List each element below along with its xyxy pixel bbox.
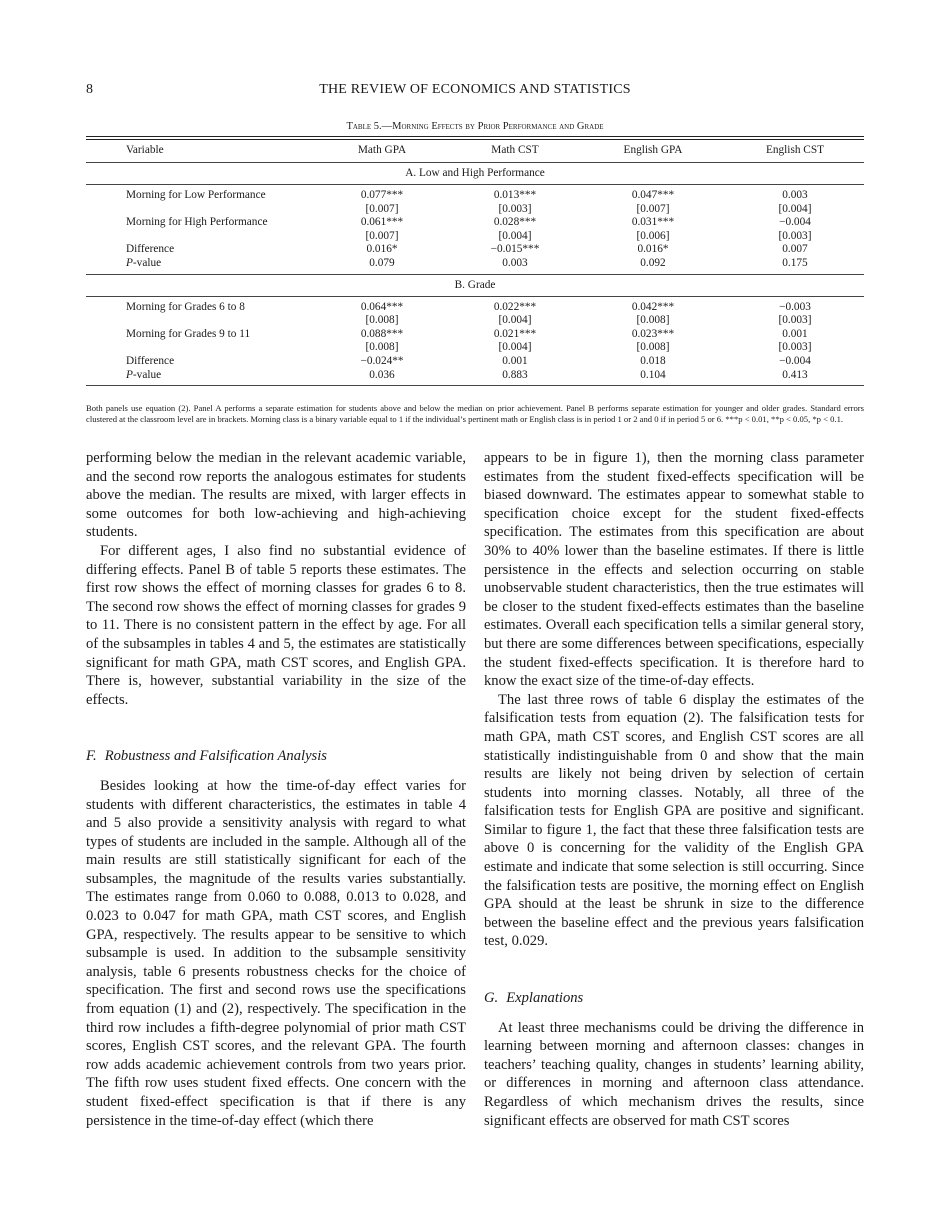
cell-estimate: 0.023***: [631, 327, 675, 340]
cell-estimate: 0.061***: [360, 216, 404, 229]
paragraph: appears to be in figure 1), then the morning class parameter estimates from the student fixed-effects specification will be biased downward. The estimates appear to somewhat stable to specification choice except for the student fixed-effects specification. The estimates from this specification are about 30% to 40% lower than the baseline estimates. If there is little persistence in the effects and selection occurring on stable unobservable student characteristics, then the true estimates will be closer to the student fixed-effects estimates than the baseline estimates. Overall each specification tells a similar general story, but there are some differences between specifications, especially the student fixed-effects specification. It is therefore hard to know the exact size of the time-of-day effects.: [484, 450, 864, 690]
cell-estimate: 0.047***: [631, 189, 675, 201]
cell-standard-error: [0.007]: [365, 202, 399, 215]
table-caption-label: Table 5.: [346, 121, 382, 132]
cell-standard-error: [0.007]: [365, 229, 399, 242]
cell-estimate: 0.088***: [360, 327, 404, 340]
table-row: [86, 189, 864, 203]
cell-estimate: 0.018: [640, 354, 666, 367]
cell-standard-error: [0.008]: [365, 314, 399, 327]
panel-table: [86, 189, 864, 271]
row-label-text: -value: [132, 256, 162, 269]
cell-estimate: −0.004: [779, 216, 811, 229]
row-label-text: Morning for High Performance: [126, 216, 268, 229]
row-label-text: Morning for Grades 6 to 8: [126, 300, 245, 313]
row-label-empty: [86, 230, 314, 244]
table-row: [86, 355, 864, 369]
cell-estimate: 0.064***: [360, 300, 404, 313]
cell-estimate: 0.042***: [631, 300, 675, 313]
cell-estimate: 0.077***: [360, 189, 404, 201]
right-column: [484, 449, 864, 1130]
cell-estimate: 0.016*: [637, 243, 669, 256]
row-label-text: -value: [132, 368, 162, 381]
cell-standard-error: [0.006]: [636, 229, 670, 242]
cell-standard-error: [0.008]: [636, 314, 670, 327]
row-label-text: Morning for Low Performance: [126, 189, 266, 201]
section-heading-g: [484, 989, 864, 1008]
panel-body: [86, 185, 864, 274]
table-bottom-rule: [86, 385, 864, 386]
table-row-se: [86, 203, 864, 217]
row-label: [86, 355, 314, 369]
cell-standard-error: [0.003]: [778, 229, 812, 242]
panel-title: B. Grade: [454, 278, 496, 291]
column-header-math-cst: Math CST: [491, 144, 539, 156]
cell-standard-error: [0.003]: [778, 314, 812, 327]
table-panels: [86, 163, 864, 385]
cell-standard-error: [0.003]: [778, 341, 812, 354]
paragraph: The last three rows of table 6 display the estimates of the falsification tests from equation (2). The falsification tests for math GPA, math CST scores, and English CST scores are all statistically indistinguishable from 0 and show that the main results are likely not being driven by selection of certain students into morning classes. Notably, all three of the falsification tests for English GPA are positive and significant. Similar to figure 1, the fact that these three falsification tests are above 0 is concerning for the validity of the English GPA estimate and indicate that some selection is still occurring. Since the falsification tests are positive, the morning effect on English GPA should at the least be shrunk in size to the difference between the baseline effect and the previous years falsification test, 0.029.: [484, 691, 864, 950]
table-row-se: [86, 230, 864, 244]
cell-estimate: 0.013***: [493, 189, 537, 201]
cell-estimate: 0.021***: [493, 327, 537, 340]
cell-estimate: 0.092: [640, 256, 666, 269]
paragraph: For different ages, I also find no substantial evidence of differing effects. Panel B of table 5 reports these estimates. The first row shows the effect of morning classes for grades 6 to 8. The second row shows the effect of morning classes for grades 9 to 11. There is no consistent pattern in the effect by age. For all of the subsamples in tables 4 and 5, the estimates are statistically significant for math GPA, math CST scores, and English GPA. There is, however, substantial variability in the size of the effects.: [86, 542, 466, 708]
section-number: F.: [86, 748, 97, 765]
cell-estimate: 0.001: [502, 354, 528, 367]
cell-estimate: −0.003: [779, 300, 811, 313]
table-row-se: [86, 314, 864, 328]
cell-estimate: 0.413: [782, 368, 808, 381]
cell-estimate: 0.022***: [493, 300, 537, 313]
row-label-empty: [86, 314, 314, 328]
cell-estimate: 0.883: [502, 368, 528, 381]
column-header-english-gpa: English GPA: [623, 144, 683, 156]
cell-estimate: 0.104: [640, 368, 666, 381]
paragraph: Besides looking at how the time-of-day effect varies for students with different characteristics, the estimates in table 4 and 5 also provide a sensitivity analysis with regard to what types of students are included in the sample. Although all of the main results are still statistically significant for each of the subsamples, the magnitude of the results varies substantially. The estimates range from 0.060 to 0.088, 0.013 to 0.028, and 0.023 to 0.047 for math GPA, math CST scores, and English GPA, respectively. The results appear to be sensitive to which subsample is used. In addition to the subsample sensitivity analysis, table 6 presents robustness checks for the choice of specification. The first and second rows use the specifications from equation (1) and (2), respectively. The specification in the third row includes a fifth-degree polynomial of prior math CST scores, English CST scores, and the relevant GPA. The fourth row adds academic achievement controls from two years prior. The fifth row uses student fixed effects. One concern with the student fixed-effect specification is that if there is any persistence in the time-of-day effect (which there: [86, 777, 466, 1129]
cell-estimate: 0.031***: [631, 216, 675, 229]
cell-estimate: 0.175: [782, 256, 808, 269]
table-row: [86, 369, 864, 383]
cell-estimate: −0.015***: [490, 243, 540, 256]
cell-estimate: 0.016*: [366, 243, 398, 256]
row-label: [86, 257, 314, 271]
table-row: [86, 243, 864, 257]
cell-estimate: 0.028***: [493, 216, 537, 229]
cell-estimate: −0.004: [779, 354, 811, 367]
panel-title: A. Low and High Performance: [405, 167, 545, 179]
section-heading-f: [86, 747, 466, 766]
row-label-text: Difference: [126, 354, 175, 367]
cell-standard-error: [0.004]: [778, 202, 812, 215]
row-label: [86, 216, 314, 230]
column-header-variable: Variable: [126, 144, 164, 156]
table-notes: Both panels use equation (2). Panel A performs a separate estimation for students above and below the median on prior achievement. Panel B performs separate estimation for younger and older grades. Standard errors clustered at the classroom level are in brackets. Morning class is a binary variable equal to 1 if the individual’s pertinent math or English class is in period 1 or 2 and 0 if in period 5 or 6. ***p < 0.01, **p < 0.05, *p < 0.1.: [86, 403, 864, 424]
cell-standard-error: [0.004]: [498, 229, 532, 242]
cell-standard-error: [0.003]: [498, 202, 532, 215]
paragraph: performing below the median in the relevant academic variable, and the second row reports the analogous estimates for students above the median. The results are mixed, with larger effects in some outcomes for both low-achieving and high-achieving students.: [86, 450, 466, 541]
section-title: Explanations: [506, 990, 584, 1007]
cell-standard-error: [0.004]: [498, 341, 532, 354]
page-header: [86, 82, 864, 102]
section-title: Robustness and Falsification Analysis: [104, 748, 327, 765]
row-label: [86, 243, 314, 257]
cell-standard-error: [0.008]: [636, 341, 670, 354]
table-caption: [86, 121, 864, 132]
row-label: [86, 189, 314, 203]
panel-body: [86, 297, 864, 386]
row-label-text: Morning for Grades 9 to 11: [126, 327, 251, 340]
row-label-empty: [86, 341, 314, 355]
cell-estimate: 0.007: [782, 243, 808, 256]
table-row-se: [86, 341, 864, 355]
row-label: [86, 369, 314, 383]
table-top-rule: [86, 136, 864, 137]
row-label-empty: [86, 203, 314, 217]
results-table: [86, 135, 864, 386]
table-header: [86, 140, 864, 162]
section-number: G.: [484, 990, 499, 1007]
table-caption-title: —Morning Effects by Prior Performance and Grade: [381, 121, 604, 132]
cell-estimate: 0.079: [369, 256, 395, 269]
row-label-italic: P: [126, 256, 133, 269]
left-column: [86, 449, 466, 1130]
cell-estimate: 0.001: [782, 327, 808, 340]
table-row: [86, 216, 864, 230]
row-label-text: Difference: [126, 243, 175, 256]
cell-standard-error: [0.004]: [498, 314, 532, 327]
cell-estimate: −0.024**: [360, 354, 404, 367]
column-header-english-cst: English CST: [765, 144, 825, 156]
cell-standard-error: [0.007]: [636, 202, 670, 215]
paragraph: At least three mechanisms could be driving the difference in learning between morning and afternoon classes: changes in teachers’ teaching quality, changes in students’ learning ability, or differences in morning and afternoon class attendance. Regardless of which mechanism drives the results, since significant effects are observed for math CST scores: [484, 1019, 864, 1129]
panel-table: [86, 301, 864, 383]
row-label: [86, 328, 314, 342]
table-row: [86, 257, 864, 271]
column-header-math-gpa: Math GPA: [357, 144, 407, 156]
journal-title: THE REVIEW OF ECONOMICS AND STATISTICS: [319, 82, 631, 97]
row-label-italic: P: [126, 368, 133, 381]
table-row: [86, 301, 864, 315]
cell-standard-error: [0.008]: [365, 341, 399, 354]
cell-estimate: 0.003: [782, 189, 808, 201]
cell-estimate: 0.003: [502, 256, 528, 269]
cell-estimate: 0.036: [369, 368, 395, 381]
row-label: [86, 301, 314, 315]
table-row: [86, 328, 864, 342]
page-number: 8: [86, 82, 93, 97]
